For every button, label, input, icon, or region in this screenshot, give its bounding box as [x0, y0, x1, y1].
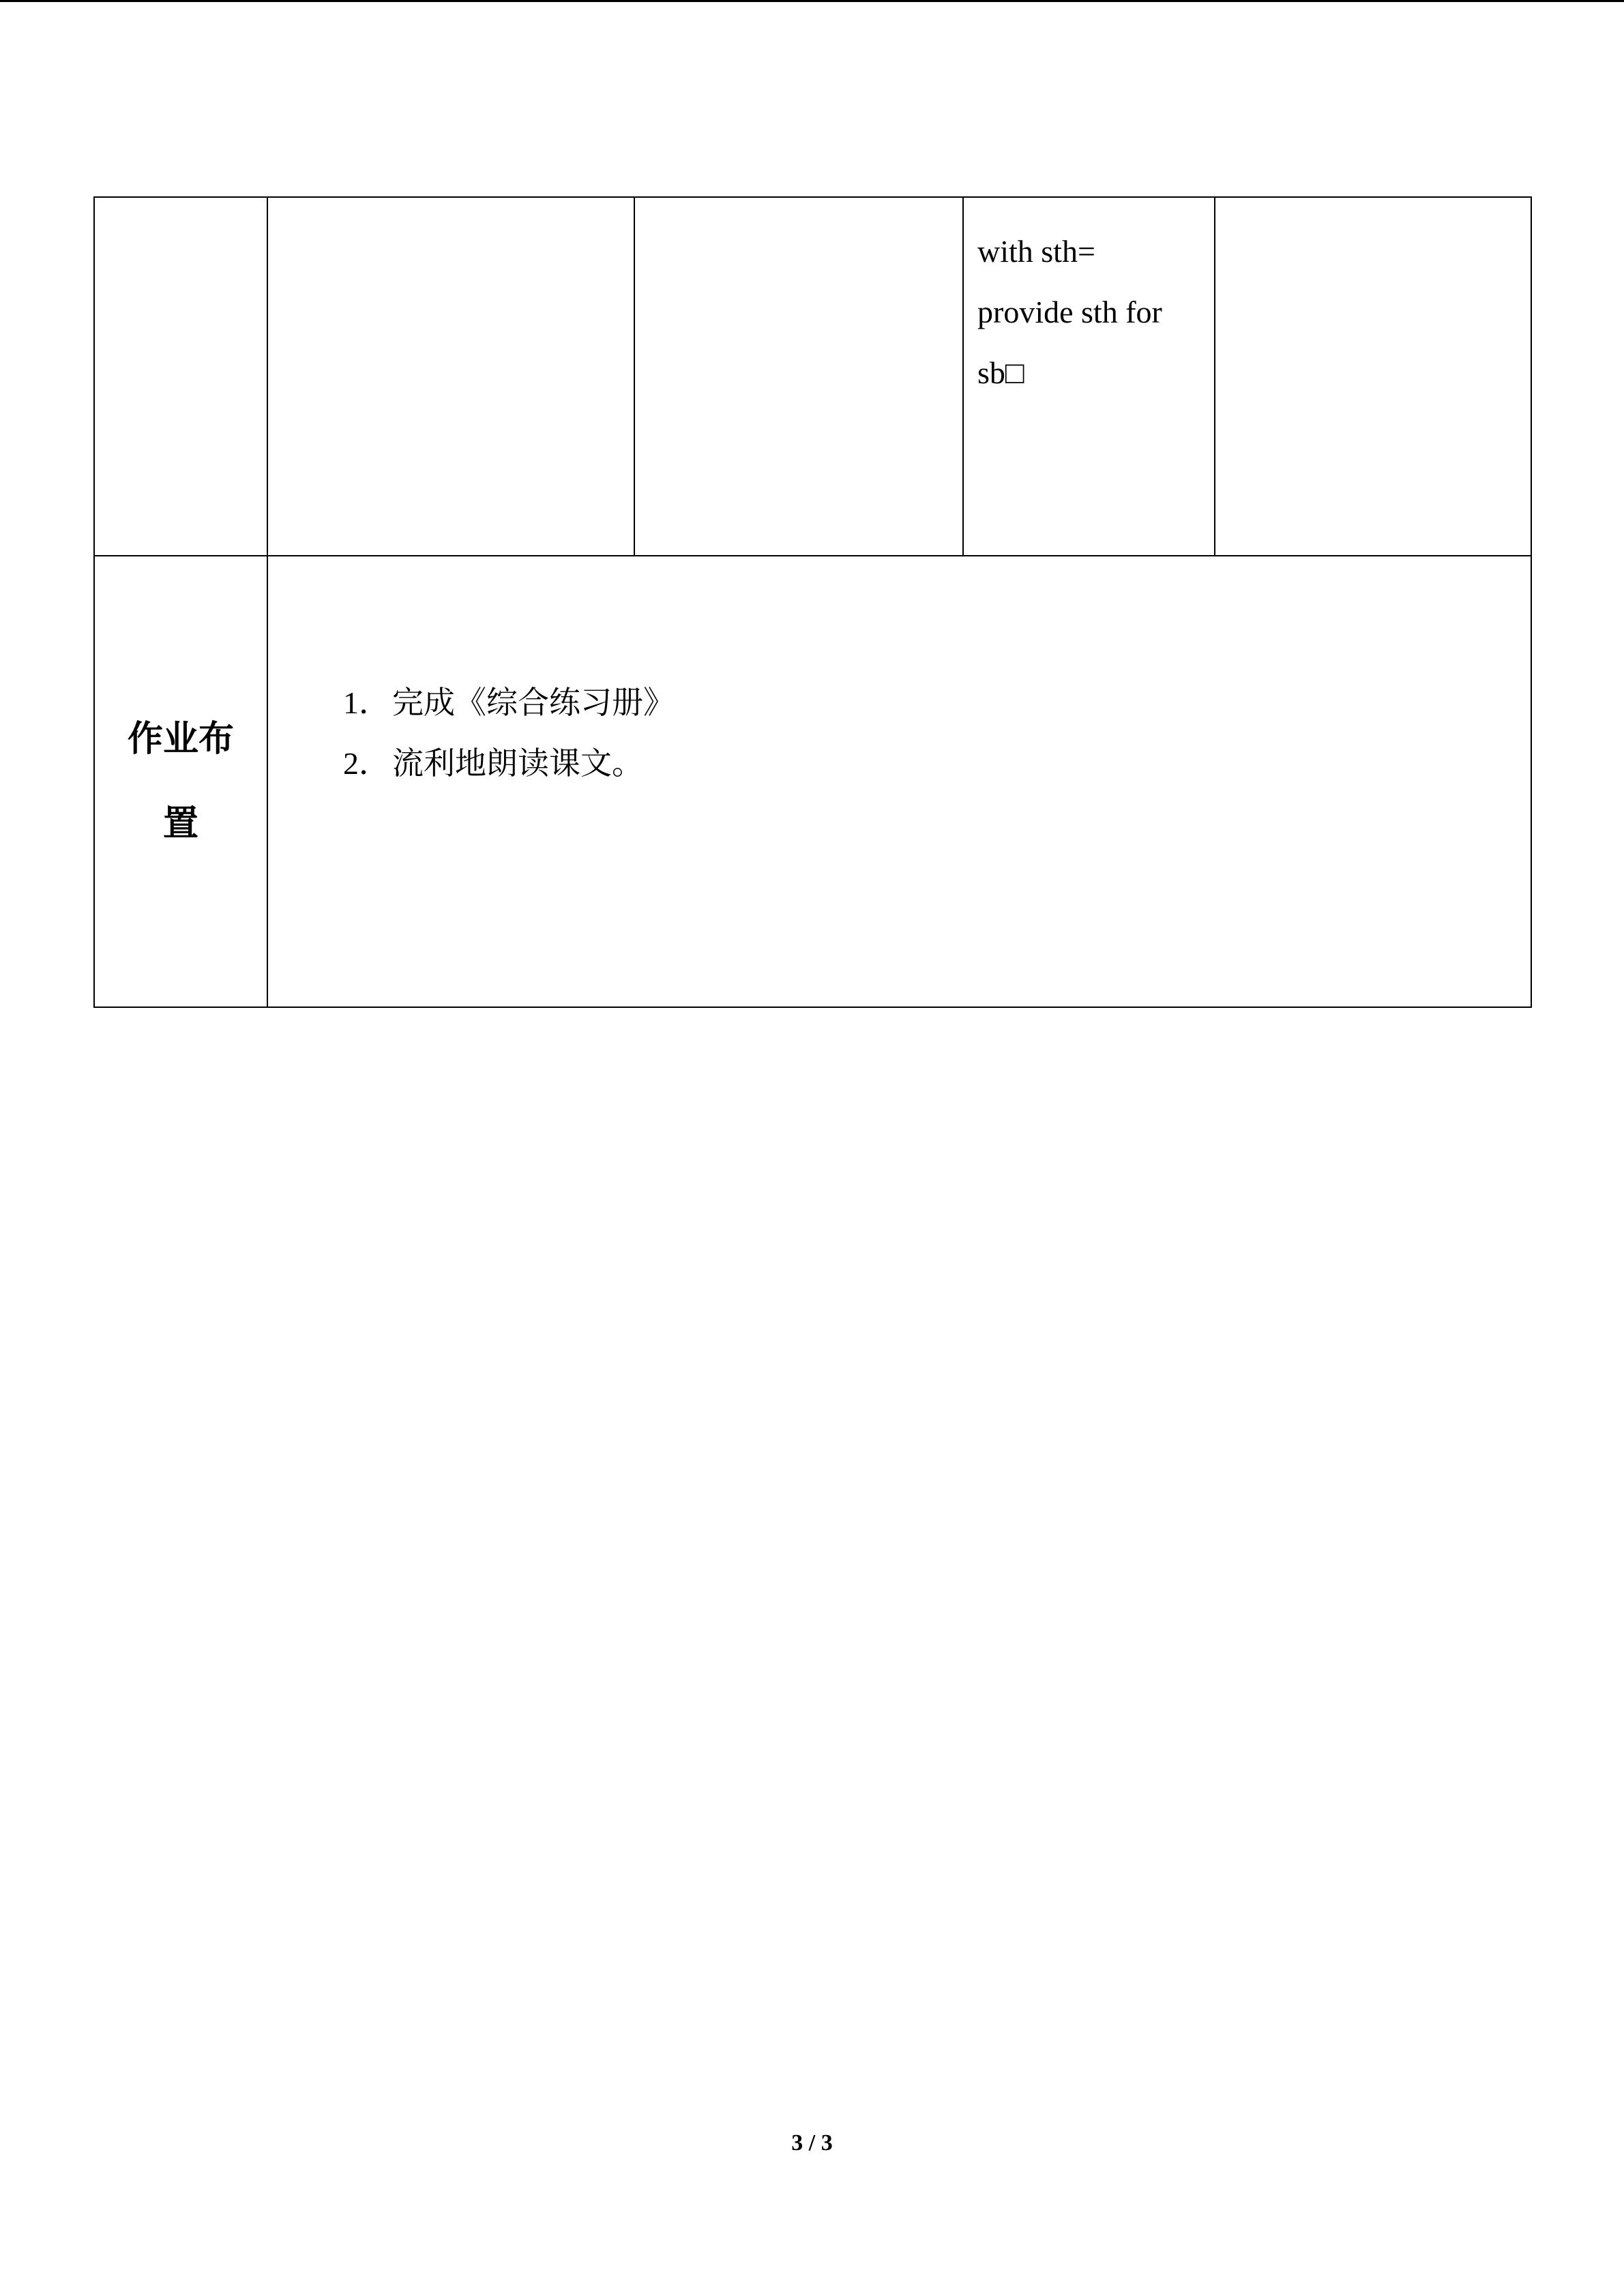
note-line-1: with sth=: [977, 234, 1095, 269]
homework-item-1-number: 1．: [343, 685, 390, 720]
homework-item-2-text: 流利地朗读课文。: [392, 746, 643, 781]
homework-label-cell: [94, 556, 267, 1007]
homework-item-1-text: 完成《综合练习册》: [392, 685, 675, 720]
homework-item-2: [343, 733, 1531, 794]
homework-list: [343, 672, 1531, 794]
homework-content-cell: [267, 556, 1531, 1007]
lesson-plan-table: [93, 196, 1532, 1008]
table-row-continued: [94, 197, 1531, 556]
homework-item-2-number: 2．: [343, 746, 390, 781]
table-cell-empty-1: [94, 197, 267, 556]
table-cell-empty-3: [634, 197, 963, 556]
note-line-3: sb□: [977, 355, 1024, 390]
homework-item-1: [343, 672, 1531, 733]
homework-label-line-1: 作业布: [127, 719, 234, 760]
table-row-homework: [94, 556, 1531, 1007]
table-cell-empty-5: [1215, 197, 1531, 556]
table-cell-empty-2: [267, 197, 634, 556]
page-number: 3 / 3: [791, 2130, 833, 2156]
homework-label-line-2: 置: [162, 803, 198, 844]
note-line-2: provide sth for: [977, 295, 1162, 329]
table-cell-vocabulary-note: [963, 197, 1215, 556]
